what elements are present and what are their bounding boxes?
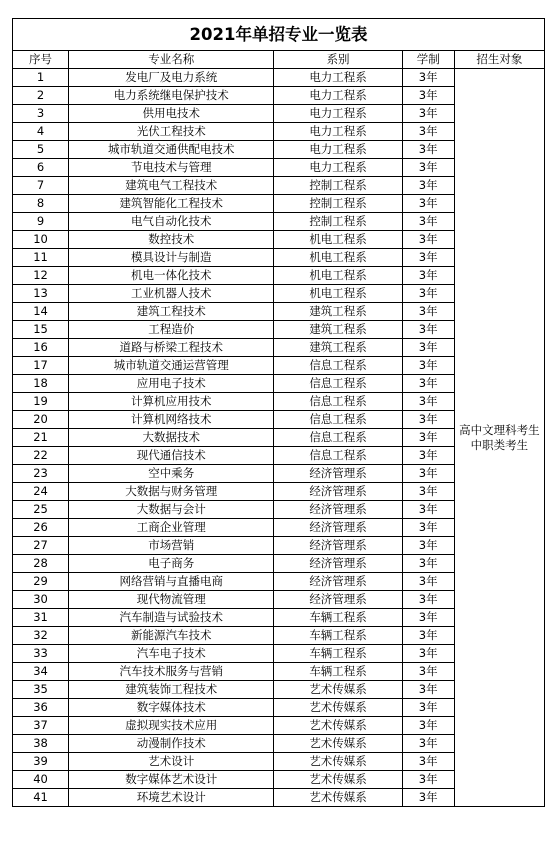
cell-duration: 3年: [402, 537, 454, 555]
cell-duration: 3年: [402, 105, 454, 123]
cell-number: 36: [13, 699, 69, 717]
cell-department: 信息工程系: [274, 411, 402, 429]
cell-number: 10: [13, 231, 69, 249]
cell-duration: 3年: [402, 591, 454, 609]
cell-department: 机电工程系: [274, 267, 402, 285]
cell-duration: 3年: [402, 681, 454, 699]
cell-major: 数控技术: [69, 231, 274, 249]
table-title: 2021年单招专业一览表: [13, 19, 545, 51]
cell-number: 33: [13, 645, 69, 663]
cell-department: 电力工程系: [274, 159, 402, 177]
cell-duration: 3年: [402, 519, 454, 537]
cell-duration: 3年: [402, 339, 454, 357]
cell-major: 工程造价: [69, 321, 274, 339]
cell-major: 电力系统继电保护技术: [69, 87, 274, 105]
cell-major: 汽车制造与试验技术: [69, 609, 274, 627]
cell-department: 经济管理系: [274, 519, 402, 537]
cell-department: 机电工程系: [274, 285, 402, 303]
cell-major: 道路与桥梁工程技术: [69, 339, 274, 357]
target-line: 高中文理科考生: [459, 422, 540, 437]
cell-major: 网络营销与直播电商: [69, 573, 274, 591]
cell-number: 11: [13, 249, 69, 267]
cell-major: 环境艺术设计: [69, 789, 274, 807]
cell-number: 7: [13, 177, 69, 195]
cell-department: 建筑工程系: [274, 303, 402, 321]
cell-department: 机电工程系: [274, 249, 402, 267]
cell-number: 20: [13, 411, 69, 429]
cell-duration: 3年: [402, 195, 454, 213]
cell-major: 汽车电子技术: [69, 645, 274, 663]
cell-department: 经济管理系: [274, 483, 402, 501]
cell-duration: 3年: [402, 249, 454, 267]
cell-department: 经济管理系: [274, 537, 402, 555]
cell-major: 虚拟现实技术应用: [69, 717, 274, 735]
cell-major: 模具设计与制造: [69, 249, 274, 267]
cell-department: 电力工程系: [274, 105, 402, 123]
cell-department: 信息工程系: [274, 393, 402, 411]
cell-duration: 3年: [402, 141, 454, 159]
cell-major: 城市轨道交通供配电技术: [69, 141, 274, 159]
cell-duration: 3年: [402, 357, 454, 375]
cell-department: 艺术传媒系: [274, 753, 402, 771]
cell-duration: 3年: [402, 627, 454, 645]
cell-duration: 3年: [402, 69, 454, 87]
cell-major: 城市轨道交通运营管理: [69, 357, 274, 375]
cell-major: 建筑装饰工程技术: [69, 681, 274, 699]
cell-department: 信息工程系: [274, 375, 402, 393]
cell-number: 28: [13, 555, 69, 573]
cell-number: 27: [13, 537, 69, 555]
cell-number: 41: [13, 789, 69, 807]
cell-duration: 3年: [402, 771, 454, 789]
cell-number: 1: [13, 69, 69, 87]
cell-duration: 3年: [402, 87, 454, 105]
cell-duration: 3年: [402, 213, 454, 231]
cell-number: 15: [13, 321, 69, 339]
cell-number: 9: [13, 213, 69, 231]
cell-number: 23: [13, 465, 69, 483]
cell-major: 供用电技术: [69, 105, 274, 123]
cell-number: 26: [13, 519, 69, 537]
cell-major: 机电一体化技术: [69, 267, 274, 285]
cell-number: 6: [13, 159, 69, 177]
cell-duration: 3年: [402, 159, 454, 177]
cell-major: 建筑工程技术: [69, 303, 274, 321]
target-line: 中职类考生: [470, 437, 529, 452]
header-duration: 学制: [402, 51, 454, 69]
cell-number: 34: [13, 663, 69, 681]
cell-number: 2: [13, 87, 69, 105]
cell-number: 17: [13, 357, 69, 375]
cell-duration: 3年: [402, 303, 454, 321]
cell-duration: 3年: [402, 321, 454, 339]
cell-duration: 3年: [402, 267, 454, 285]
cell-department: 信息工程系: [274, 357, 402, 375]
cell-department: 建筑工程系: [274, 339, 402, 357]
cell-number: 5: [13, 141, 69, 159]
cell-duration: 3年: [402, 411, 454, 429]
cell-department: 信息工程系: [274, 429, 402, 447]
cell-number: 22: [13, 447, 69, 465]
cell-number: 40: [13, 771, 69, 789]
cell-duration: 3年: [402, 645, 454, 663]
cell-number: 38: [13, 735, 69, 753]
cell-duration: 3年: [402, 177, 454, 195]
header-row: [13, 51, 545, 69]
cell-major: 工业机器人技术: [69, 285, 274, 303]
cell-major: 空中乘务: [69, 465, 274, 483]
cell-number: 25: [13, 501, 69, 519]
cell-number: 32: [13, 627, 69, 645]
cell-department: 车辆工程系: [274, 663, 402, 681]
cell-department: 电力工程系: [274, 141, 402, 159]
cell-duration: 3年: [402, 465, 454, 483]
cell-number: 16: [13, 339, 69, 357]
cell-number: 31: [13, 609, 69, 627]
cell-department: 机电工程系: [274, 231, 402, 249]
cell-duration: 3年: [402, 609, 454, 627]
cell-department: 艺术传媒系: [274, 699, 402, 717]
cell-major: 市场营销: [69, 537, 274, 555]
cell-department: 经济管理系: [274, 573, 402, 591]
cell-department: 车辆工程系: [274, 609, 402, 627]
cell-major: 应用电子技术: [69, 375, 274, 393]
cell-duration: 3年: [402, 447, 454, 465]
cell-major: 汽车技术服务与营销: [69, 663, 274, 681]
cell-number: 4: [13, 123, 69, 141]
cell-duration: 3年: [402, 285, 454, 303]
cell-number: 13: [13, 285, 69, 303]
cell-department: 经济管理系: [274, 501, 402, 519]
table-body: [13, 69, 545, 807]
cell-department: 建筑工程系: [274, 321, 402, 339]
cell-department: 经济管理系: [274, 555, 402, 573]
majors-table: [12, 18, 545, 807]
cell-duration: 3年: [402, 717, 454, 735]
cell-major: 计算机应用技术: [69, 393, 274, 411]
cell-department: 经济管理系: [274, 465, 402, 483]
cell-major: 光伏工程技术: [69, 123, 274, 141]
cell-department: 电力工程系: [274, 87, 402, 105]
cell-major: 数字媒体技术: [69, 699, 274, 717]
cell-duration: 3年: [402, 375, 454, 393]
cell-number: 21: [13, 429, 69, 447]
cell-number: 3: [13, 105, 69, 123]
cell-major: 艺术设计: [69, 753, 274, 771]
cell-department: 艺术传媒系: [274, 735, 402, 753]
cell-major: 工商企业管理: [69, 519, 274, 537]
cell-number: 19: [13, 393, 69, 411]
cell-major: 节电技术与管理: [69, 159, 274, 177]
cell-duration: 3年: [402, 735, 454, 753]
cell-major: 新能源汽车技术: [69, 627, 274, 645]
header-number: 序号: [13, 51, 69, 69]
cell-major: 大数据与会计: [69, 501, 274, 519]
cell-duration: 3年: [402, 789, 454, 807]
cell-major: 建筑智能化工程技术: [69, 195, 274, 213]
cell-major: 计算机网络技术: [69, 411, 274, 429]
cell-duration: 3年: [402, 663, 454, 681]
cell-department: 车辆工程系: [274, 627, 402, 645]
cell-department: 控制工程系: [274, 177, 402, 195]
cell-major: 建筑电气工程技术: [69, 177, 274, 195]
table-row: [13, 69, 545, 87]
header-department: 系别: [274, 51, 402, 69]
cell-major: 大数据技术: [69, 429, 274, 447]
cell-number: 14: [13, 303, 69, 321]
cell-department: 经济管理系: [274, 591, 402, 609]
cell-major: 数字媒体艺术设计: [69, 771, 274, 789]
cell-major: 电气自动化技术: [69, 213, 274, 231]
cell-number: 8: [13, 195, 69, 213]
cell-duration: 3年: [402, 501, 454, 519]
cell-department: 艺术传媒系: [274, 771, 402, 789]
cell-number: 37: [13, 717, 69, 735]
cell-duration: 3年: [402, 753, 454, 771]
cell-duration: 3年: [402, 699, 454, 717]
header-target: 招生对象: [454, 51, 544, 69]
document-page: [12, 18, 545, 807]
cell-number: 30: [13, 591, 69, 609]
cell-major: 大数据与财务管理: [69, 483, 274, 501]
cell-department: 控制工程系: [274, 213, 402, 231]
cell-department: 电力工程系: [274, 69, 402, 87]
cell-department: 艺术传媒系: [274, 681, 402, 699]
cell-major: 电子商务: [69, 555, 274, 573]
cell-duration: 3年: [402, 555, 454, 573]
cell-department: 艺术传媒系: [274, 717, 402, 735]
cell-number: 12: [13, 267, 69, 285]
cell-department: 车辆工程系: [274, 645, 402, 663]
cell-duration: 3年: [402, 573, 454, 591]
cell-target-group: [454, 69, 544, 807]
cell-number: 35: [13, 681, 69, 699]
cell-number: 39: [13, 753, 69, 771]
cell-duration: 3年: [402, 429, 454, 447]
cell-major: 发电厂及电力系统: [69, 69, 274, 87]
cell-major: 现代物流管理: [69, 591, 274, 609]
cell-major: 动漫制作技术: [69, 735, 274, 753]
cell-department: 控制工程系: [274, 195, 402, 213]
cell-duration: 3年: [402, 483, 454, 501]
cell-department: 艺术传媒系: [274, 789, 402, 807]
cell-duration: 3年: [402, 123, 454, 141]
cell-major: 现代通信技术: [69, 447, 274, 465]
cell-number: 29: [13, 573, 69, 591]
cell-duration: 3年: [402, 393, 454, 411]
cell-department: 信息工程系: [274, 447, 402, 465]
cell-number: 24: [13, 483, 69, 501]
cell-duration: 3年: [402, 231, 454, 249]
header-major: 专业名称: [69, 51, 274, 69]
cell-department: 电力工程系: [274, 123, 402, 141]
cell-number: 18: [13, 375, 69, 393]
